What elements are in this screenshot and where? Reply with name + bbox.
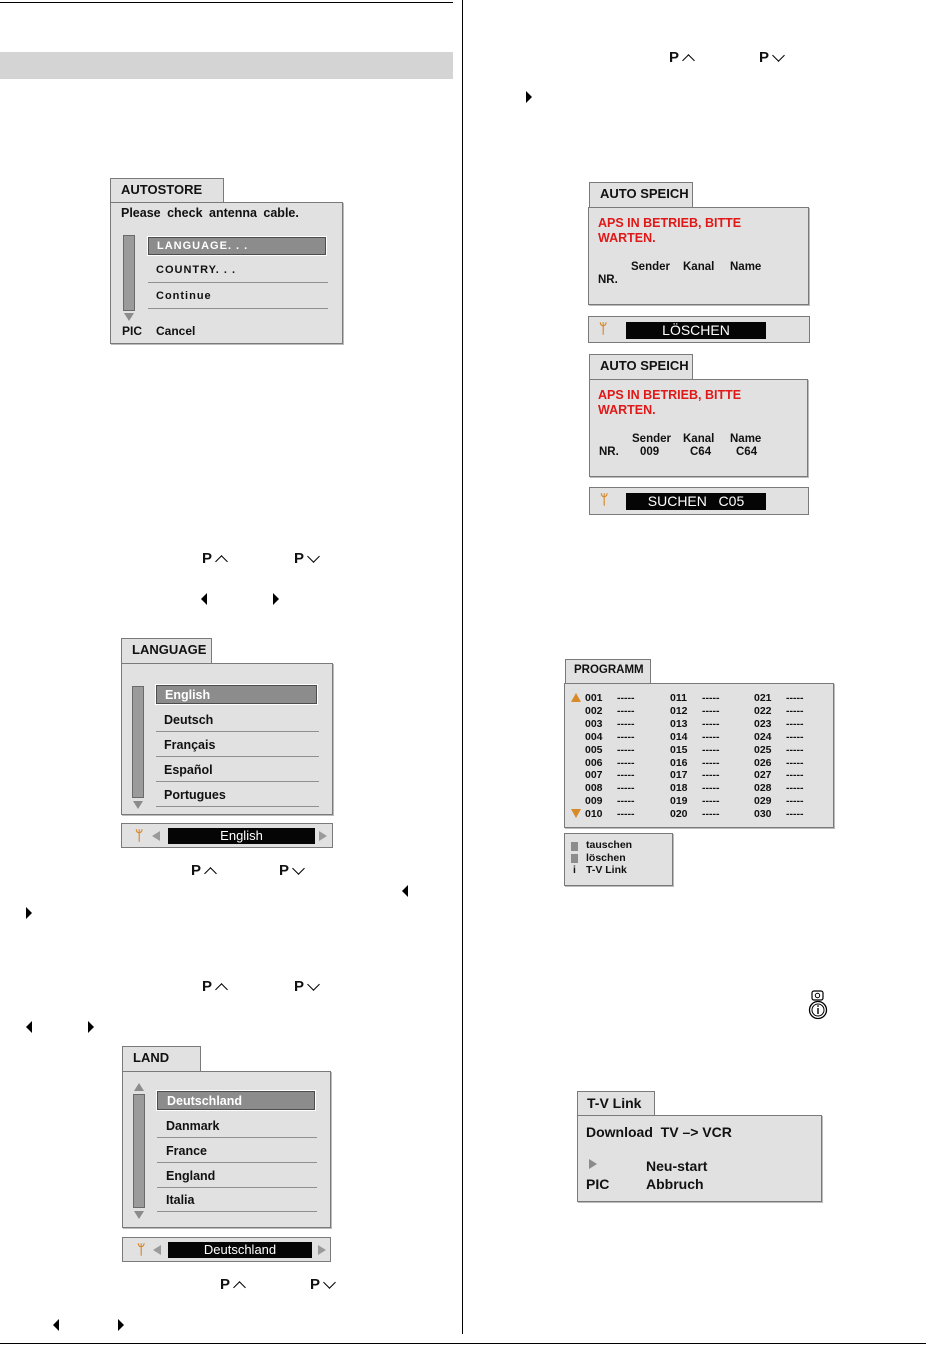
col-nr: NR. — [598, 274, 618, 286]
program-row[interactable] — [754, 757, 803, 770]
program-name: ----- — [702, 769, 720, 782]
program-row[interactable] — [670, 744, 719, 757]
col-name: Name — [730, 261, 762, 273]
program-name: ----- — [702, 692, 720, 704]
program-number: 009 — [585, 795, 603, 808]
wrench-icon: ᛘ — [599, 320, 608, 336]
scroll-up-icon — [134, 1083, 144, 1091]
program-row[interactable] — [585, 795, 634, 808]
scroll-down-icon — [571, 809, 581, 818]
program-name: ----- — [786, 717, 804, 730]
program-row[interactable] — [754, 705, 803, 718]
land-item-france[interactable]: France — [157, 1141, 317, 1163]
program-row[interactable] — [585, 718, 634, 731]
land-select-bar — [122, 1237, 331, 1262]
col-kanal: Kanal — [683, 261, 715, 273]
program-row[interactable] — [670, 692, 719, 705]
program-row[interactable] — [670, 757, 719, 770]
wrench-icon: ᛘ — [135, 827, 144, 843]
language-value: English — [168, 828, 315, 844]
program-row[interactable] — [754, 769, 803, 782]
tauschen-key-icon — [571, 842, 578, 851]
program-number: 012 — [670, 704, 688, 717]
select-right-icon[interactable] — [319, 831, 327, 841]
programm-panel — [564, 683, 834, 828]
legend-tv-link: T-V Link — [586, 864, 627, 876]
program-number: 013 — [670, 717, 688, 730]
program-name: ----- — [786, 704, 804, 717]
program-row[interactable] — [670, 769, 719, 782]
program-number: 022 — [754, 704, 772, 717]
aps-status: APS IN BETRIEB, BITTE WARTEN. — [598, 388, 742, 417]
wrench-icon: ᛘ — [600, 491, 609, 507]
menu-item-country[interactable]: COUNTRY. . . — [148, 261, 328, 283]
program-row[interactable] — [754, 782, 803, 795]
land-item-italia[interactable]: Italia — [157, 1190, 317, 1212]
program-name: ----- — [617, 743, 635, 756]
program-name: ----- — [786, 782, 804, 795]
program-name: ----- — [786, 743, 804, 756]
p-down-key: P — [759, 49, 783, 66]
program-name: ----- — [702, 782, 720, 795]
program-row[interactable] — [670, 718, 719, 731]
program-name: ----- — [702, 756, 720, 769]
program-row[interactable] — [670, 731, 719, 744]
info-key-icon: i — [573, 864, 576, 876]
land-tab: LAND — [122, 1046, 201, 1071]
arrow-right-icon — [26, 907, 32, 919]
program-column-1 — [585, 692, 634, 821]
chevron-down-icon — [307, 978, 320, 991]
program-row[interactable] — [585, 705, 634, 718]
program-row[interactable] — [754, 744, 803, 757]
program-name: ----- — [786, 692, 804, 704]
program-number: 011 — [670, 692, 687, 704]
arrow-left-icon — [201, 593, 207, 605]
chevron-up-icon — [215, 983, 228, 996]
select-left-icon[interactable] — [152, 831, 160, 841]
program-row[interactable] — [670, 705, 719, 718]
arrow-right-icon — [118, 1319, 124, 1331]
chevron-up-icon — [233, 1281, 246, 1294]
program-name: ----- — [702, 730, 720, 743]
program-name: ----- — [617, 730, 635, 743]
tv-link-panel — [577, 1115, 822, 1202]
legend-tauschen: tauschen — [586, 839, 633, 851]
p-up-key: P — [202, 978, 226, 995]
sender-value: 009 — [640, 446, 660, 458]
program-name: ----- — [617, 769, 635, 782]
language-item-espanol[interactable]: Español — [156, 760, 319, 782]
program-number: 030 — [754, 808, 772, 821]
program-number: 029 — [754, 795, 772, 808]
program-number: 002 — [585, 704, 603, 717]
program-row[interactable] — [754, 731, 803, 744]
program-number: 027 — [754, 769, 772, 782]
select-left-icon[interactable] — [153, 1245, 161, 1255]
loeschen-key-icon — [571, 854, 578, 863]
program-number: 003 — [585, 717, 603, 730]
antenna-message: Please check antenna cable. — [121, 206, 299, 220]
program-row[interactable] — [585, 744, 634, 757]
chevron-up-icon — [682, 54, 695, 67]
program-row[interactable] — [754, 808, 803, 821]
select-right-icon[interactable] — [318, 1245, 326, 1255]
menu-item-language[interactable]: LANGUAGE. . . — [148, 237, 326, 255]
program-row[interactable] — [670, 782, 719, 795]
cancel-label[interactable]: Cancel — [156, 324, 196, 338]
neu-start-option[interactable]: Neu-start — [646, 1158, 708, 1174]
program-number: 023 — [754, 717, 772, 730]
program-row[interactable] — [754, 795, 803, 808]
suchen-bar — [589, 487, 809, 515]
program-number: 024 — [754, 730, 772, 743]
program-name: ----- — [786, 756, 804, 769]
autostore-panel — [110, 202, 343, 344]
arrow-left-icon — [53, 1319, 59, 1331]
program-name: ----- — [617, 717, 635, 730]
program-name: ----- — [702, 717, 720, 730]
land-value: Deutschland — [168, 1242, 312, 1258]
arrow-right-icon — [526, 91, 532, 103]
scroll-down-icon — [133, 801, 143, 809]
col-sender: Sender — [632, 433, 671, 445]
col-kanal: Kanal — [683, 433, 715, 445]
p-down-key: P — [279, 862, 303, 879]
pic-key-label: PIC — [122, 324, 143, 338]
program-name: ----- — [786, 808, 804, 821]
program-column-2 — [670, 692, 719, 821]
chevron-down-icon — [772, 49, 785, 62]
autostore-tab: AUTOSTORE — [110, 178, 224, 202]
language-item-portugues[interactable]: Portugues — [156, 785, 319, 807]
program-number: 001 — [585, 692, 603, 704]
auto-speich-panel — [588, 207, 809, 305]
program-number: 015 — [670, 743, 688, 756]
scroll-up-icon — [571, 693, 581, 702]
program-name: ----- — [617, 692, 635, 704]
program-number: 028 — [754, 782, 772, 795]
wrench-icon: ᛘ — [137, 1241, 146, 1257]
program-name: ----- — [617, 808, 635, 821]
chevron-down-icon — [307, 550, 320, 563]
p-up-key: P — [202, 550, 226, 567]
kanal-value: C64 — [690, 446, 712, 458]
p-down-key: P — [294, 978, 318, 995]
program-number: 025 — [754, 743, 772, 756]
program-name: ----- — [617, 704, 635, 717]
name-value: C64 — [736, 446, 758, 458]
chevron-down-icon — [323, 1276, 336, 1289]
bottom-rule — [0, 1343, 926, 1344]
program-number: 018 — [670, 782, 688, 795]
program-number: 007 — [585, 769, 603, 782]
col-sender: Sender — [631, 261, 670, 273]
p-up-key: P — [191, 862, 215, 879]
legend-loeschen: löschen — [586, 852, 626, 864]
program-name: ----- — [786, 769, 804, 782]
program-name: ----- — [702, 743, 720, 756]
info-button-icon — [804, 990, 832, 1020]
language-select-bar — [121, 823, 333, 848]
land-item-deutschland[interactable]: Deutschland — [157, 1091, 315, 1110]
menu-item-continue[interactable]: Continue — [148, 287, 328, 309]
program-number: 006 — [585, 756, 603, 769]
suchen-label: SUCHEN C05 — [626, 493, 766, 510]
auto-speich-tab: AUTO SPEICH — [589, 182, 693, 207]
program-name: ----- — [702, 704, 720, 717]
program-number: 017 — [670, 769, 688, 782]
program-name: ----- — [702, 808, 720, 821]
section-heading-band — [0, 52, 453, 79]
download-title: Download TV –> VCR — [586, 1124, 732, 1140]
program-row[interactable] — [670, 795, 719, 808]
aps-status: APS IN BETRIEB, BITTE WARTEN. — [598, 216, 742, 245]
program-row[interactable] — [585, 782, 634, 795]
program-column-3 — [754, 692, 803, 821]
chevron-down-icon — [292, 862, 305, 875]
pic-key-label: PIC — [586, 1176, 610, 1192]
program-row[interactable] — [585, 757, 634, 770]
program-row[interactable] — [754, 692, 803, 705]
land-panel — [122, 1071, 331, 1228]
chevron-up-icon — [215, 555, 228, 568]
p-down-key: P — [310, 1276, 334, 1293]
scroll-down-icon — [124, 313, 134, 321]
program-row[interactable] — [585, 731, 634, 744]
autostore-scroll-rail — [123, 235, 135, 311]
abbruch-option[interactable]: Abbruch — [646, 1176, 704, 1192]
tv-link-tab: T-V Link — [577, 1091, 655, 1115]
programm-tab: PROGRAMM — [565, 659, 651, 683]
program-number: 008 — [585, 782, 603, 795]
play-icon — [589, 1159, 597, 1169]
land-item-england[interactable]: England — [157, 1166, 317, 1188]
land-scroll-rail — [133, 1094, 145, 1208]
program-name: ----- — [617, 795, 635, 808]
program-number: 021 — [754, 692, 772, 704]
scroll-down-icon — [134, 1211, 144, 1219]
program-row[interactable] — [585, 692, 634, 705]
program-name: ----- — [617, 782, 635, 795]
column-divider — [462, 0, 463, 1334]
program-number: 016 — [670, 756, 688, 769]
language-panel — [121, 663, 333, 815]
language-scroll-rail — [132, 686, 144, 798]
program-number: 026 — [754, 756, 772, 769]
p-up-key: P — [669, 49, 693, 66]
language-item-english[interactable]: English — [156, 685, 317, 704]
program-row[interactable] — [754, 718, 803, 731]
chevron-up-icon — [204, 867, 217, 880]
program-row[interactable] — [670, 808, 719, 821]
programm-legend — [564, 833, 673, 886]
auto-speich-panel — [589, 379, 808, 477]
arrow-left-icon — [26, 1021, 32, 1033]
land-item-danmark[interactable]: Danmark — [157, 1116, 317, 1138]
arrow-left-icon — [402, 885, 408, 897]
program-number: 020 — [670, 808, 688, 821]
col-name: Name — [730, 433, 762, 445]
arrow-right-icon — [88, 1021, 94, 1033]
arrow-right-icon — [273, 593, 279, 605]
loeschen-label: LÖSCHEN — [626, 322, 766, 339]
loeschen-bar — [588, 316, 810, 343]
p-down-key: P — [294, 550, 318, 567]
language-item-francais[interactable]: Français — [156, 735, 319, 757]
program-row[interactable] — [585, 808, 634, 821]
program-number: 004 — [585, 730, 603, 743]
program-name: ----- — [617, 756, 635, 769]
language-tab: LANGUAGE — [121, 638, 212, 663]
auto-speich-tab: AUTO SPEICH — [589, 354, 693, 379]
program-name: ----- — [786, 795, 804, 808]
col-nr: NR. — [599, 446, 619, 458]
program-number: 014 — [670, 730, 688, 743]
language-item-deutsch[interactable]: Deutsch — [156, 710, 319, 732]
program-name: ----- — [786, 730, 804, 743]
program-row[interactable] — [585, 769, 634, 782]
top-rule — [0, 2, 453, 3]
program-name: ----- — [702, 795, 720, 808]
program-number: 019 — [670, 795, 688, 808]
program-number: 010 — [585, 808, 603, 821]
p-up-key: P — [220, 1276, 244, 1293]
program-number: 005 — [585, 743, 603, 756]
